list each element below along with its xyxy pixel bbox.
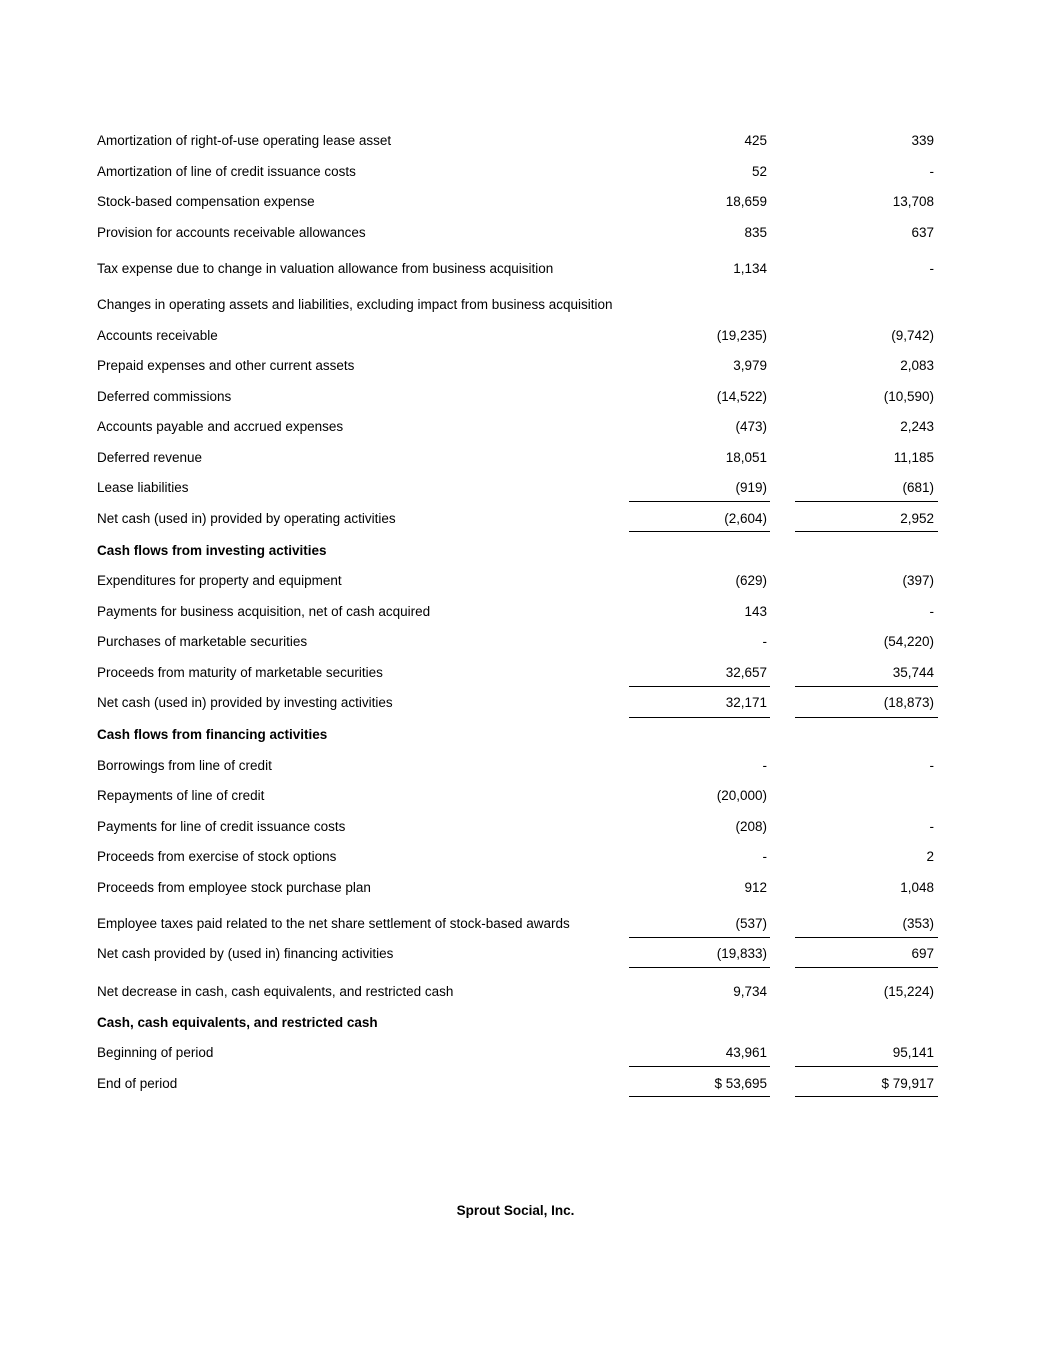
value-prior: (681) <box>902 480 934 495</box>
row-label: Beginning of period <box>97 1045 214 1060</box>
rule-line <box>795 501 938 502</box>
row-label: Accounts payable and accrued expenses <box>97 419 344 434</box>
row-label: Payments for line of credit issuance costs <box>97 819 346 834</box>
value-prior: 2,952 <box>900 511 934 526</box>
table-row <box>0 1043 1055 1065</box>
table-row <box>0 162 1055 184</box>
value-current: 18,659 <box>725 194 767 209</box>
value-prior: - <box>929 261 934 276</box>
row-label: Deferred commissions <box>97 389 232 404</box>
value-current: 9,734 <box>733 984 767 999</box>
value-prior: - <box>929 758 934 773</box>
row-label: Purchases of marketable securities <box>97 634 308 649</box>
value-current: (19,235) <box>716 328 767 343</box>
rule-line <box>795 686 938 687</box>
rule-line <box>629 686 770 687</box>
table-row <box>0 878 1055 900</box>
value-current: $ 53,695 <box>714 1076 767 1091</box>
rule-line <box>795 967 938 968</box>
value-prior: 637 <box>911 225 934 240</box>
rule-line <box>629 1096 770 1097</box>
section-heading <box>0 1013 1055 1035</box>
value-prior: 1,048 <box>900 880 934 895</box>
value-prior: (18,873) <box>883 695 934 710</box>
value-prior: $ 79,917 <box>881 1076 934 1091</box>
row-label: Net cash (used in) provided by operating activities <box>97 511 396 526</box>
rule-line <box>795 531 938 532</box>
table-row <box>0 847 1055 869</box>
table-row <box>0 259 1055 281</box>
total-row <box>0 1074 1055 1096</box>
row-label: Net cash (used in) provided by investing activities <box>97 695 393 710</box>
row-label: Net cash provided by (used in) financing activities <box>97 946 394 961</box>
row-label: Changes in operating assets and liabilities, excluding impact from business acquisition <box>97 297 613 312</box>
value-current: (208) <box>735 819 767 834</box>
value-current: (473) <box>735 419 767 434</box>
value-current: 425 <box>744 133 767 148</box>
value-current: - <box>762 758 767 773</box>
rule-line <box>795 717 938 718</box>
table-row <box>0 223 1055 245</box>
value-current: 32,657 <box>725 665 767 680</box>
row-label: Payments for business acquisition, net of cash acquired <box>97 604 431 619</box>
rule-line <box>629 717 770 718</box>
value-current: 3,979 <box>733 358 767 373</box>
rule-line <box>629 1066 770 1067</box>
row-label: Prepaid expenses and other current assets <box>97 358 355 373</box>
table-row <box>0 914 1055 936</box>
table-row <box>0 478 1055 500</box>
table-row <box>0 982 1055 1004</box>
value-current: 1,134 <box>733 261 767 276</box>
row-label: Repayments of line of credit <box>97 788 265 803</box>
table-row <box>0 756 1055 778</box>
row-label: Deferred revenue <box>97 450 203 465</box>
value-prior: (15,224) <box>883 984 934 999</box>
company-footer: Sprout Social, Inc. <box>456 1203 575 1218</box>
row-label: End of period <box>97 1076 178 1091</box>
value-prior: 11,185 <box>893 450 934 465</box>
row-label: Net decrease in cash, cash equivalents, and restricted cash <box>97 984 454 999</box>
value-current: 18,051 <box>725 450 767 465</box>
value-current: - <box>762 634 767 649</box>
value-current: (919) <box>735 480 767 495</box>
table-row <box>0 602 1055 624</box>
value-prior: 2,243 <box>900 419 934 434</box>
rule-line <box>629 501 770 502</box>
row-label: Stock-based compensation expense <box>97 194 315 209</box>
value-prior: - <box>929 604 934 619</box>
row-label: Tax expense due to change in valuation allowance from business acquisition <box>97 261 554 276</box>
value-prior: 13,708 <box>892 194 934 209</box>
subtotal-row <box>0 693 1055 715</box>
row-label: Provision for accounts receivable allowances <box>97 225 366 240</box>
row-label: Proceeds from exercise of stock options <box>97 849 337 864</box>
table-row <box>0 131 1055 153</box>
value-current: (14,522) <box>716 389 767 404</box>
value-prior: 697 <box>911 946 934 961</box>
table-row <box>0 356 1055 378</box>
value-current: (2,604) <box>724 511 767 526</box>
table-row <box>0 417 1055 439</box>
row-label: Amortization of line of credit issuance costs <box>97 164 356 179</box>
value-current: 835 <box>744 225 767 240</box>
value-prior: - <box>929 819 934 834</box>
row-label: Proceeds from maturity of marketable securities <box>97 665 383 680</box>
value-prior: (397) <box>902 573 934 588</box>
row-label: Proceeds from employee stock purchase plan <box>97 880 371 895</box>
value-prior: (9,742) <box>891 328 934 343</box>
subtotal-row <box>0 944 1055 966</box>
row-label: Cash, cash equivalents, and restricted cash <box>97 1015 378 1030</box>
value-prior: 2 <box>926 849 934 864</box>
rule-line <box>795 937 938 938</box>
table-row <box>0 786 1055 808</box>
row-label: Cash flows from financing activities <box>97 727 328 742</box>
table-row <box>0 448 1055 470</box>
value-current: 43,961 <box>725 1045 767 1060</box>
row-label: Borrowings from line of credit <box>97 758 272 773</box>
value-prior: - <box>929 164 934 179</box>
row-label: Amortization of right-of-use operating lease asset <box>97 133 392 148</box>
value-current: (19,833) <box>716 946 767 961</box>
row-label: Lease liabilities <box>97 480 189 495</box>
table-row <box>0 817 1055 839</box>
value-current: 143 <box>744 604 767 619</box>
value-current: 52 <box>751 164 767 179</box>
value-prior: (10,590) <box>883 389 934 404</box>
row-label: Accounts receivable <box>97 328 218 343</box>
rule-line <box>629 531 770 532</box>
rule-line <box>629 937 770 938</box>
value-current: - <box>762 849 767 864</box>
value-prior: 35,744 <box>892 665 934 680</box>
rule-line <box>795 1066 938 1067</box>
subtotal-row <box>0 509 1055 531</box>
rule-line <box>795 1096 938 1097</box>
table-row <box>0 387 1055 409</box>
value-prior: 95,141 <box>892 1045 934 1060</box>
table-row <box>0 632 1055 654</box>
value-prior: 2,083 <box>900 358 934 373</box>
value-current: 912 <box>744 880 767 895</box>
table-row <box>0 663 1055 685</box>
value-current: (629) <box>735 573 767 588</box>
section-heading <box>0 725 1055 747</box>
table-row <box>0 571 1055 593</box>
value-prior: 339 <box>911 133 934 148</box>
table-row <box>0 192 1055 214</box>
row-label: Expenditures for property and equipment <box>97 573 342 588</box>
value-current: (20,000) <box>716 788 767 803</box>
table-row <box>0 326 1055 348</box>
section-heading <box>0 541 1055 563</box>
value-prior: (54,220) <box>883 634 934 649</box>
value-current: 32,171 <box>725 695 767 710</box>
value-current: (537) <box>735 916 767 931</box>
value-prior: (353) <box>902 916 934 931</box>
section-subheading <box>0 295 1055 317</box>
row-label: Employee taxes paid related to the net share settlement of stock-based awards <box>97 916 570 931</box>
row-label: Cash flows from investing activities <box>97 543 327 558</box>
rule-line <box>629 967 770 968</box>
